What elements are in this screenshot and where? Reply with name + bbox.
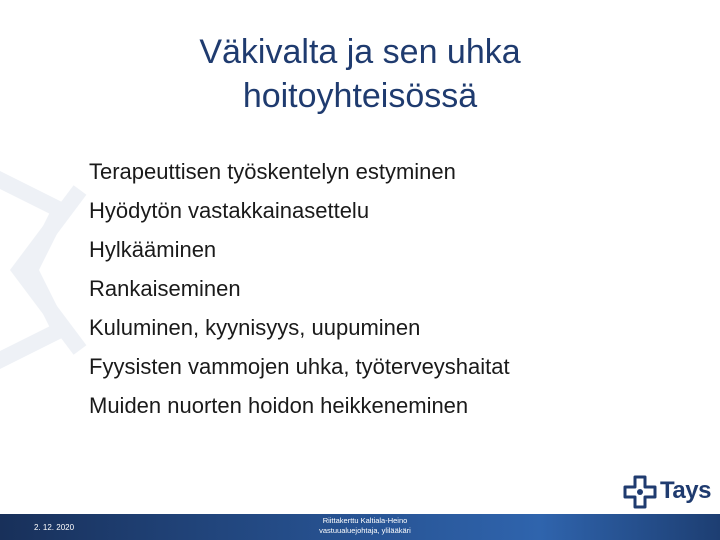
slide-title-line-1: Väkivalta ja sen uhka: [199, 33, 521, 71]
list-item: Muiden nuorten hoidon heikkeneminen: [89, 393, 469, 418]
slide-title: [0, 30, 720, 118]
bullet-list: [89, 152, 510, 425]
tays-cross-logo-icon: [622, 474, 658, 510]
list-item: Hylkääminen: [89, 237, 217, 262]
slide-title-line-2: hoitoyhteisössä: [242, 77, 478, 115]
footer-author-name: Riittakerttu Kaltiala-Heino: [322, 516, 408, 525]
list-item: Terapeuttisen työskentelyn estyminen: [89, 159, 456, 184]
list-item: Rankaiseminen: [89, 276, 241, 301]
list-item: Kuluminen, kyynisyys, uupuminen: [89, 315, 421, 340]
footer-author-role: vastuualuejohtaja, ylilääkäri: [319, 526, 411, 535]
footer-author: [290, 516, 440, 536]
logo-text: Tays: [660, 477, 711, 504]
list-item: Hyödytön vastakkainasettelu: [89, 198, 370, 223]
watermark-cross-icon: [0, 150, 100, 390]
list-item: Fyysisten vammojen uhka, työterveyshaitat: [89, 354, 510, 379]
footer-bar: [0, 514, 720, 540]
footer-date: 2. 12. 2020: [34, 523, 75, 532]
